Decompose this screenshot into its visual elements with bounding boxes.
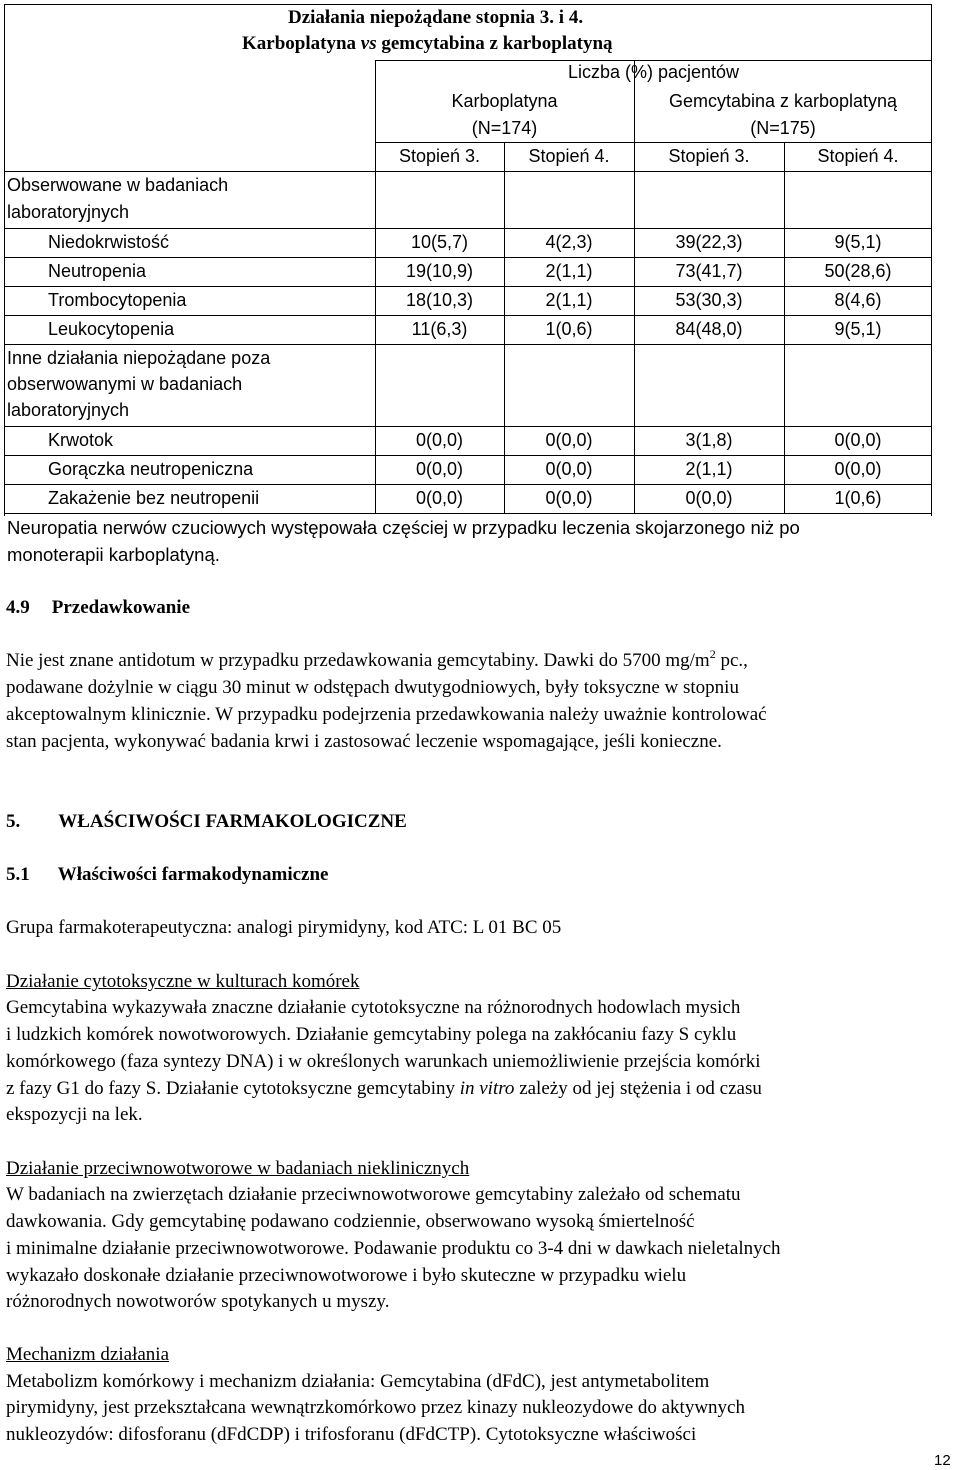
table-footnote-line2: monoterapii karboplatyną.: [7, 544, 220, 565]
table-cell: 2(1,1): [545, 261, 593, 281]
table-cell: 0(0,0): [415, 430, 464, 450]
table-cell: 0(0,0): [415, 459, 464, 479]
patients-header: Liczba (%) pacjentów: [567, 62, 740, 82]
paragraph-line: wykazało doskonałe działanie przeciwnowotworowe i było skuteczne w przypadku wielu: [6, 1265, 687, 1286]
paragraph-line: dawkowania. Gdy gemcytabinę podawano codziennie, obserwowano wysoką śmiertelność: [6, 1211, 695, 1232]
table-cell: 19(10,9): [405, 261, 474, 281]
overdose-line2: podawane dożylnie w ciągu 30 minut w odstępach dwutygodniowych, były toksyczne w stopniu: [6, 677, 739, 698]
table-title-line1: Działania niepożądane stopnia 3. i 4.: [288, 7, 584, 28]
table-title-line2: Karboplatyna vs gemcytabina z karboplatyną: [242, 33, 613, 54]
section-title: WŁAŚCIWOŚCI FARMAKOLOGICZNE: [58, 811, 407, 832]
paragraph-line: Metabolizm komórkowy i mechanizm działania: Gemcytabina (dFdC), jest antymetabolitem: [6, 1371, 710, 1392]
table-line-patients: [375, 60, 932, 61]
table-cell: 0(0,0): [545, 488, 593, 508]
table-cell: 9(5,1): [834, 319, 882, 339]
grade-header: Stopień 4.: [528, 146, 610, 166]
table-line-r1: [4, 257, 932, 258]
group2-n: (N=175): [750, 118, 816, 138]
table-cell: 4(2,3): [545, 232, 593, 252]
table-cell: 2(1,1): [685, 459, 733, 479]
paragraph-line: i minimalne działanie przeciwnowotworowe. Podawanie produktu co 3-4 dni w dawkach nieletalnych: [6, 1238, 781, 1259]
section1-heading-line1: Obserwowane w badaniach: [7, 175, 229, 195]
table-cell: 9(5,1): [834, 232, 882, 252]
table-cell: 10(5,7): [410, 232, 469, 252]
row-label: Krwotok: [48, 430, 114, 450]
table-cell: 39(22,3): [675, 232, 743, 252]
grade-header: Stopień 3.: [398, 146, 481, 166]
group2-name: Gemcytabina z karboplatyną: [668, 91, 898, 111]
table-cell: 0(0,0): [685, 488, 733, 508]
paragraph-line: z fazy G1 do fazy S. Działanie cytotoksyczne gemcytabiny in vitro zależy od jej stężenia i od czasu: [6, 1078, 762, 1099]
table-cell: 2(1,1): [545, 290, 593, 310]
section-title: Przedawkowanie: [51, 597, 191, 618]
row-label: Neutropenia: [48, 261, 147, 281]
table-line-r5: [4, 455, 932, 456]
section2-heading-line3: laboratoryjnych: [7, 400, 130, 420]
table-cell: 3(1,8): [685, 430, 733, 450]
table-cell: 8(4,6): [834, 290, 882, 310]
subheading-antitumor: Działanie przeciwnowotworowe w badaniach nieklinicznych: [6, 1158, 470, 1179]
table-line-r4: [4, 344, 932, 345]
overdose-line4: stan pacjenta, wykonywać badania krwi i zastosować leczenie wspomagające, jeśli konieczne.: [6, 731, 722, 752]
paragraph-line: W badaniach na zwierzętach działanie przeciwnowotworowe gemcytabiny zależało od schematu: [6, 1184, 741, 1205]
paragraph-line: komórkowego (faza syntezy DNA) i w określonych warunkach uniemożliwienie przejścia komórki: [6, 1051, 761, 1072]
table-border-top: [4, 4, 932, 5]
section-title: Właściwości farmakodynamiczne: [57, 864, 329, 885]
table-line-r3: [4, 315, 932, 316]
table-cell: 0(0,0): [834, 459, 882, 479]
grade-header: Stopień 3.: [668, 146, 750, 166]
section1-heading-line2: laboratoryjnych: [7, 202, 130, 222]
paragraph-line: i ludzkich komórek nowotworowych. Działanie gemcytabiny polega na zakłócaniu fazy S cyklu: [6, 1024, 737, 1045]
page-number: 12: [934, 1452, 951, 1469]
table-border-left: [4, 4, 5, 516]
table-line-r6: [4, 484, 932, 485]
group1-name: Karboplatyna: [451, 91, 558, 111]
table-cell: 11(6,3): [411, 319, 468, 339]
table-line-sec2: [4, 426, 932, 427]
row-label: Trombocytopenia: [48, 290, 187, 310]
table-line-r7: [4, 513, 932, 514]
table-cell: 53(30,3): [675, 290, 743, 310]
table-cell: 1(0,6): [834, 488, 882, 508]
section-5-heading: [6, 811, 407, 833]
subheading-mechanism: Mechanizm działania: [6, 1344, 170, 1365]
paragraph-line: Gemcytabina wykazywała znaczne działanie cytotoksyczne na różnorodnych hodowlach mysich: [6, 997, 741, 1018]
paragraph-line: ekspozycji na lek.: [6, 1104, 143, 1125]
table-cell: 0(0,0): [834, 430, 882, 450]
table-cell: 18(10,3): [405, 290, 474, 310]
row-label: Niedokrwistość: [48, 232, 170, 252]
table-cell: 73(41,7): [675, 261, 743, 281]
section-51-heading: [6, 864, 328, 886]
row-label: Leukocytopenia: [48, 319, 175, 339]
section-number: 4.9: [6, 597, 30, 618]
table-cell: 84(48,0): [675, 319, 743, 339]
section2-heading-line2: obserwowanymi w badaniach: [7, 374, 243, 394]
section-number: 5.: [6, 811, 21, 832]
table-line-r2: [4, 286, 932, 287]
overdose-line1: Nie jest znane antidotum w przypadku przedawkowania gemcytabiny. Dawki do 5700 $mg/m^2$ pc.,: [6, 647, 748, 671]
paragraph-line: pirymidyny, jest przekształcana wewnątrzkomórkowo przez kinazy nukleozydowe do aktywnych: [6, 1397, 745, 1418]
table-line-sec1: [4, 228, 932, 229]
table-cell: 0(0,0): [545, 459, 593, 479]
pharmacotherapeutic-group: Grupa farmakoterapeutyczna: analogi pirymidyny, kod ATC: L 01 BC 05: [6, 917, 562, 938]
table-cell: 0(0,0): [545, 430, 593, 450]
overdose-line3: akceptowalnym klinicznie. W przypadku podejrzenia przedawkowania należy uważnie kontrolować: [6, 704, 767, 725]
subheading-cytotoxic: Działanie cytotoksyczne w kulturach komórek: [6, 971, 360, 992]
grade-header: Stopień 4.: [817, 146, 899, 166]
table-line-groups: [375, 142, 932, 143]
section-49-heading: [6, 597, 190, 619]
group1-n: (N=174): [471, 118, 538, 138]
paragraph-line: różnorodnych nowotworów spotykanych u myszy.: [6, 1291, 390, 1312]
section-number: 5.1: [6, 864, 30, 885]
table-cell: 0(0,0): [415, 488, 464, 508]
row-label: Gorączka neutropeniczna: [48, 459, 254, 479]
section2-heading-line1: Inne działania niepożądane poza: [7, 348, 271, 368]
table-cell: 50(28,6): [824, 261, 892, 281]
paragraph-line: nukleozydów: difosforanu (dFdCDP) i trifosforanu (dFdCTP). Cytotoksyczne właściwości: [6, 1424, 697, 1445]
table-footnote-line1: Neuropatia nerwów czuciowych występowała częściej w przypadku leczenia skojarzonego niż po: [7, 517, 800, 538]
row-label: Zakażenie bez neutropenii: [48, 488, 260, 508]
table-cell: 1(0,6): [545, 319, 593, 339]
table-line-grades: [4, 171, 932, 172]
